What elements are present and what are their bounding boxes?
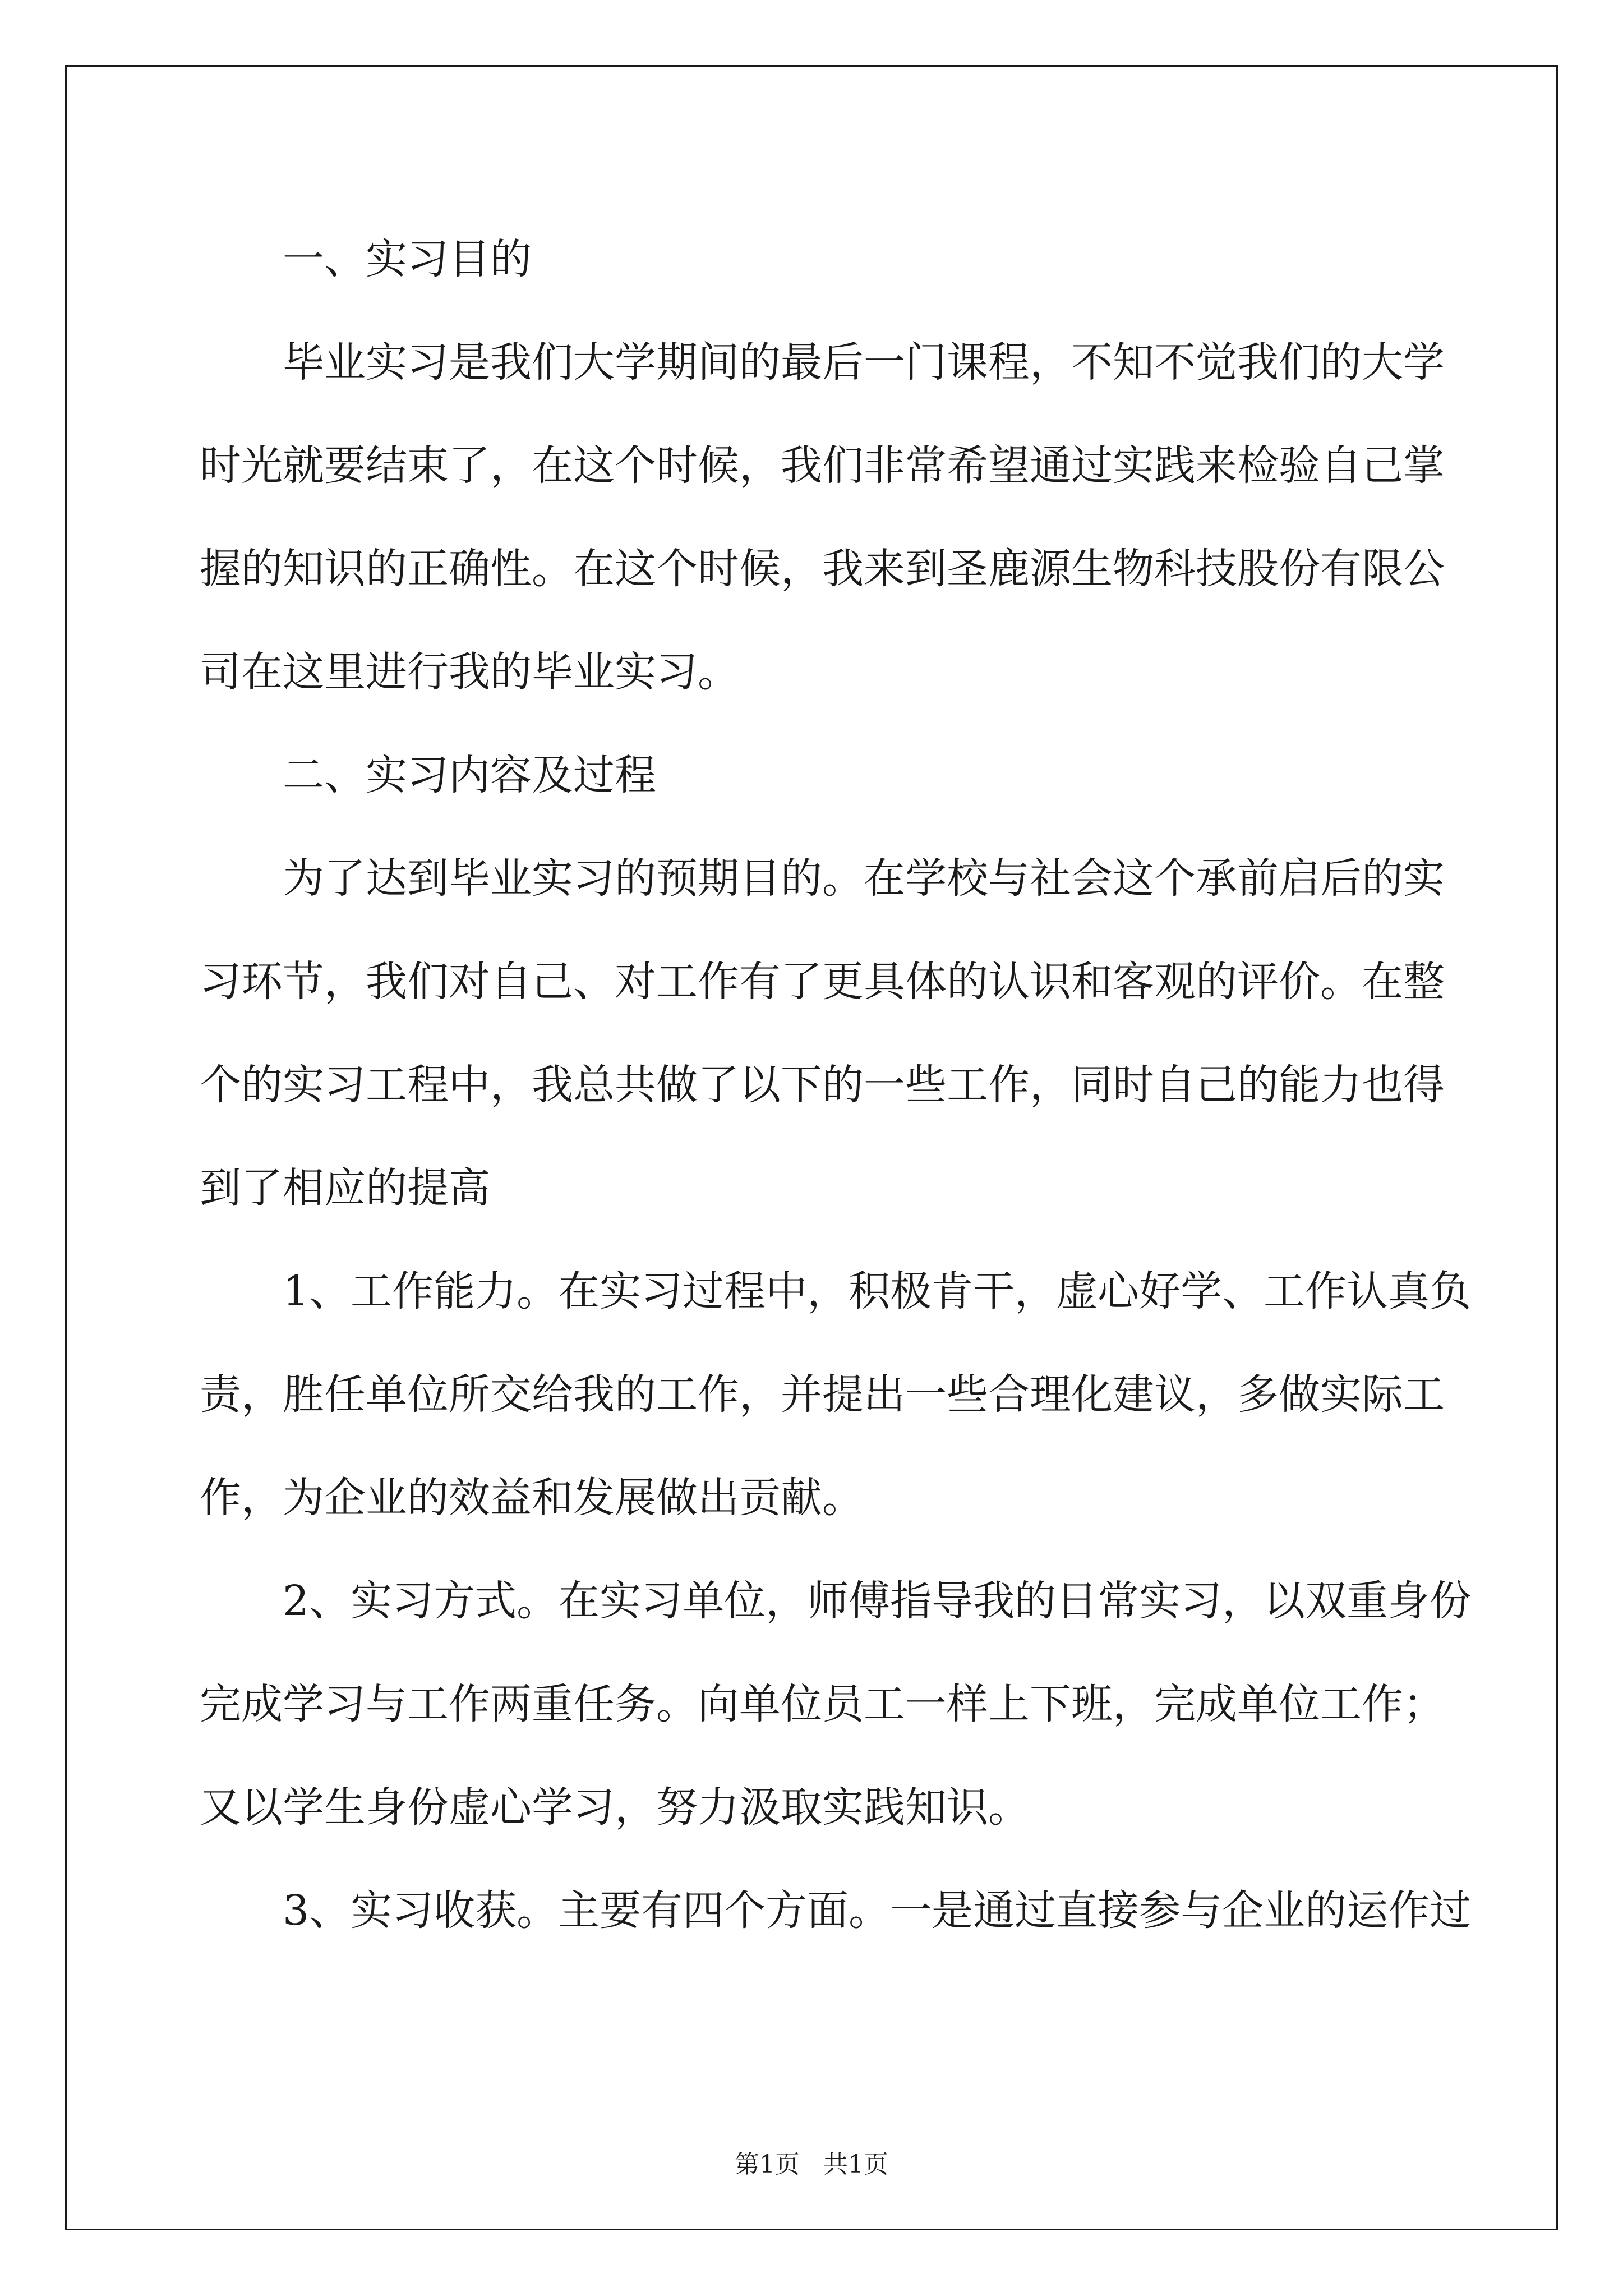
- paragraph-line: 责，胜任单位所交给我的工作，并提出一些合理化建议，多做实际工: [200, 1370, 1445, 1419]
- page-number: 第1页: [735, 2150, 800, 2179]
- section-heading-content: 二、实习内容及过程: [283, 751, 656, 799]
- paragraph-line: 时光就要结束了，在这个时候，我们非常希望通过实践来检验自己掌: [200, 441, 1445, 490]
- paragraph-line: 又以学生身份虚心学习，努力汲取实践知识。: [200, 1783, 1030, 1832]
- paragraph-line: 作，为企业的效益和发展做出贡献。: [200, 1474, 864, 1522]
- paragraph-line: 2、实习方式。在实习单位，师傅指导我的日常实习，以双重身份: [283, 1577, 1472, 1625]
- paragraph-line: 个的实习工程中，我总共做了以下的一些工作，同时自己的能力也得: [200, 1061, 1445, 1109]
- paragraph-line: 握的知识的正确性。在这个时候，我来到圣鹿源生物科技股份有限公: [200, 545, 1445, 593]
- paragraph-line: 司在这里进行我的毕业实习。: [200, 648, 739, 696]
- paragraph-line: 习环节，我们对自己、对工作有了更具体的认识和客观的评价。在整: [200, 958, 1445, 1006]
- paragraph-line: 完成学习与工作两重任务。向单位员工一样上下班，完成单位工作；: [200, 1680, 1445, 1728]
- paragraph-line: 为了达到毕业实习的预期目的。在学校与社会这个承前启后的实: [283, 854, 1445, 903]
- paragraph-line: 到了相应的提高: [200, 1164, 490, 1212]
- paragraph-line: 3、实习收获。主要有四个方面。一是通过直接参与企业的运作过: [283, 1887, 1472, 1935]
- document-body: [200, 208, 1472, 1962]
- section-heading-purpose: 一、实习目的: [283, 235, 532, 283]
- paragraph-line: 1、工作能力。在实习过程中，积极肯干，虚心好学、工作认真负: [283, 1267, 1472, 1315]
- page-total: 共1页: [823, 2150, 888, 2179]
- page-footer: [0, 2144, 1623, 2180]
- paragraph-line: 毕业实习是我们大学期间的最后一门课程，不知不觉我们的大学: [283, 338, 1445, 386]
